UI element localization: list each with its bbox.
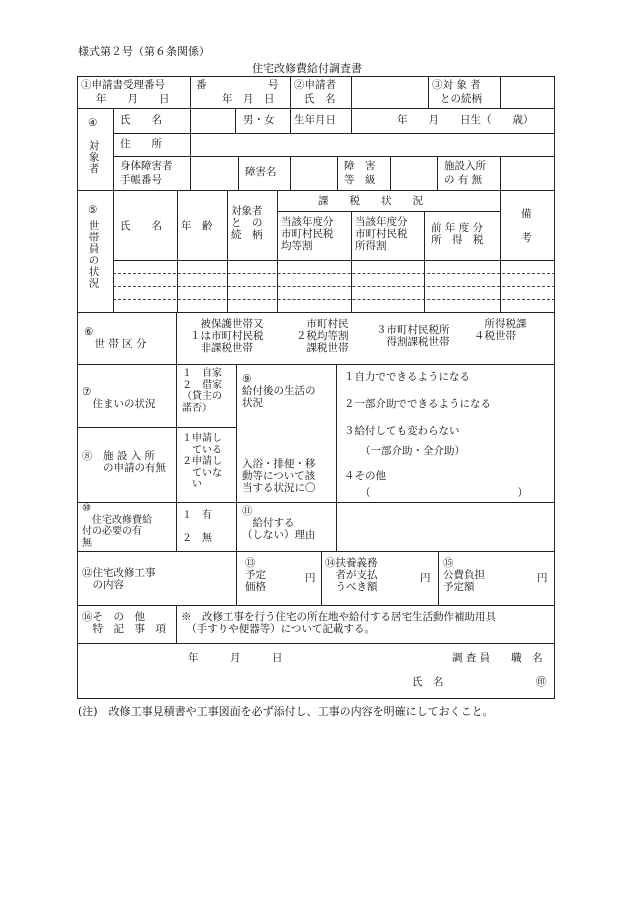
construction-content-field[interactable]: [180, 554, 233, 602]
remarks-header: 備 考: [521, 208, 532, 245]
reason-field[interactable]: [340, 505, 552, 548]
target-section-label: 対象者: [87, 140, 100, 175]
support-obligation-label: ⑭扶養義務 者が支払 うべき額: [325, 557, 378, 594]
living-option-4-field[interactable]: （ ）: [360, 487, 528, 499]
facility-application-label: ⑧ 施 設 入 所 の申請の有無: [82, 450, 166, 475]
address-field[interactable]: [196, 137, 548, 153]
construction-label: ⑫住宅改修工事 の内容: [82, 567, 156, 592]
classification-option-2[interactable]: 市町村民 ２税均等割 課税世帯: [296, 318, 349, 355]
public-burden-label: ⑮ 公費負担 予定額: [443, 557, 485, 594]
classification-option-1[interactable]: 被保護世帯又 １は市町村民税 非課税世帯: [190, 318, 264, 355]
birth-label: 生年月日: [294, 114, 336, 126]
necessity-options[interactable]: １ 有 ２ 無: [182, 510, 212, 544]
residence-label: ⑦ 住まいの状況: [82, 386, 156, 411]
necessity-label: ⑩ 住宅改修費給 付の必要の有 無: [82, 503, 152, 549]
household-relation-header: 対象者 と の 続 柄: [231, 205, 263, 242]
living-option-1[interactable]: １自力でできるようになる: [344, 371, 470, 383]
household-age-header: 年 齢: [181, 220, 213, 232]
living-status-label: ⑨ 給付後の生活の 状況: [242, 373, 316, 410]
target-name-label: 氏 名: [120, 114, 162, 126]
household-section-number: ⑤: [88, 204, 98, 216]
form-number: 様式第２号（第６条関係）: [78, 45, 210, 58]
notes-text: ※ 改修工事を行う住宅の所在地や給付する居宅生活動作補助用具 （手すりや便器等）について記載する。: [181, 611, 496, 636]
living-option-3[interactable]: ３給付しても変わらない: [344, 425, 460, 437]
support-obligation-yen: 円: [420, 572, 431, 584]
public-burden-yen: 円: [537, 572, 548, 584]
facility-label: 施設入所: [444, 160, 486, 172]
handbook-label: 身体障害者: [120, 160, 173, 172]
applicant-name-field[interactable]: [357, 81, 423, 103]
classification-option-4[interactable]: 所得税課 ４税世帯: [474, 318, 527, 343]
classification-label: ⑥ 世 帯 区 分: [84, 326, 147, 351]
investigator-label: 調 査 員 職 名: [452, 652, 543, 664]
tax-col-income-share: 当該年度分 市町村民税 所得割: [355, 216, 408, 253]
relation-field[interactable]: [505, 81, 550, 103]
receipt-number-label: ①申請書受理番号: [81, 79, 165, 91]
reason-label: ⑪ 給付する （しない）理由: [242, 505, 316, 542]
living-option-3-sub: （一部介助・全介助）: [360, 445, 465, 457]
seal-icon: ㊞: [536, 676, 547, 688]
receipt-date-value: 年 月 日: [222, 93, 275, 105]
tax-col-income-tax: 前 年 度 分 所 得 税: [431, 222, 484, 247]
footnote: (注) 改修工事見積書や工事図面を必ず添付し、工事の内容を明確にしておくこと。: [78, 705, 494, 718]
signature-date: 年 月 日: [188, 652, 283, 664]
page-title: 住宅改修費給付調査書: [252, 62, 362, 75]
tax-col-equal-share: 当該年度分 市町村民税 均等割: [281, 216, 334, 253]
residence-options[interactable]: １ 自家 ２ 借家 （貸主の 諾否）: [182, 368, 222, 414]
living-option-4[interactable]: ４その他: [344, 470, 386, 482]
relation-label-2: との続柄: [440, 93, 482, 105]
household-rows-area[interactable]: [114, 262, 554, 310]
address-label: 住 所: [120, 138, 162, 150]
facility-application-options[interactable]: １申請し ている ２申請し ていな い: [182, 433, 222, 490]
tax-status-header: 課 税 状 況: [318, 195, 423, 207]
planned-price-label: ⑬ 予定 価格: [245, 557, 266, 594]
grade-label-2: 等 級: [344, 174, 376, 186]
household-name-header: 氏 名: [120, 220, 162, 232]
notes-label: ⑯そ の 他 特 記 事 項: [82, 611, 166, 636]
receipt-date-label: 年 月 日: [96, 93, 170, 105]
target-section-number: ④: [88, 117, 98, 129]
investigator-name-label: 氏 名: [412, 676, 444, 688]
handbook-label-2: 手帳番号: [120, 174, 162, 186]
household-section-label: 世帯員の状況: [87, 220, 100, 289]
sex-selector[interactable]: 男・女: [243, 114, 275, 126]
applicant-name-label: 氏 名: [304, 93, 336, 105]
applicant-label: ②申請者: [294, 79, 336, 91]
living-status-instruction: 入浴・排便・移 動等について該 当する状況に〇: [242, 458, 316, 495]
facility-label-2: の 有 無: [444, 174, 483, 186]
grade-label: 障 害: [344, 160, 376, 172]
classification-option-3[interactable]: ３市町村民税所 得割課税世帯: [376, 324, 450, 349]
relation-label: ③対 象 者: [432, 79, 481, 91]
number-ban: 番: [196, 79, 207, 91]
living-option-2[interactable]: ２一部介助でできるようになる: [344, 398, 491, 410]
disability-label: 障害名: [245, 166, 277, 178]
planned-price-yen: 円: [305, 572, 316, 584]
number-go: 号: [268, 79, 279, 91]
birth-value: 年 月 日生（ 歳）: [397, 114, 534, 126]
